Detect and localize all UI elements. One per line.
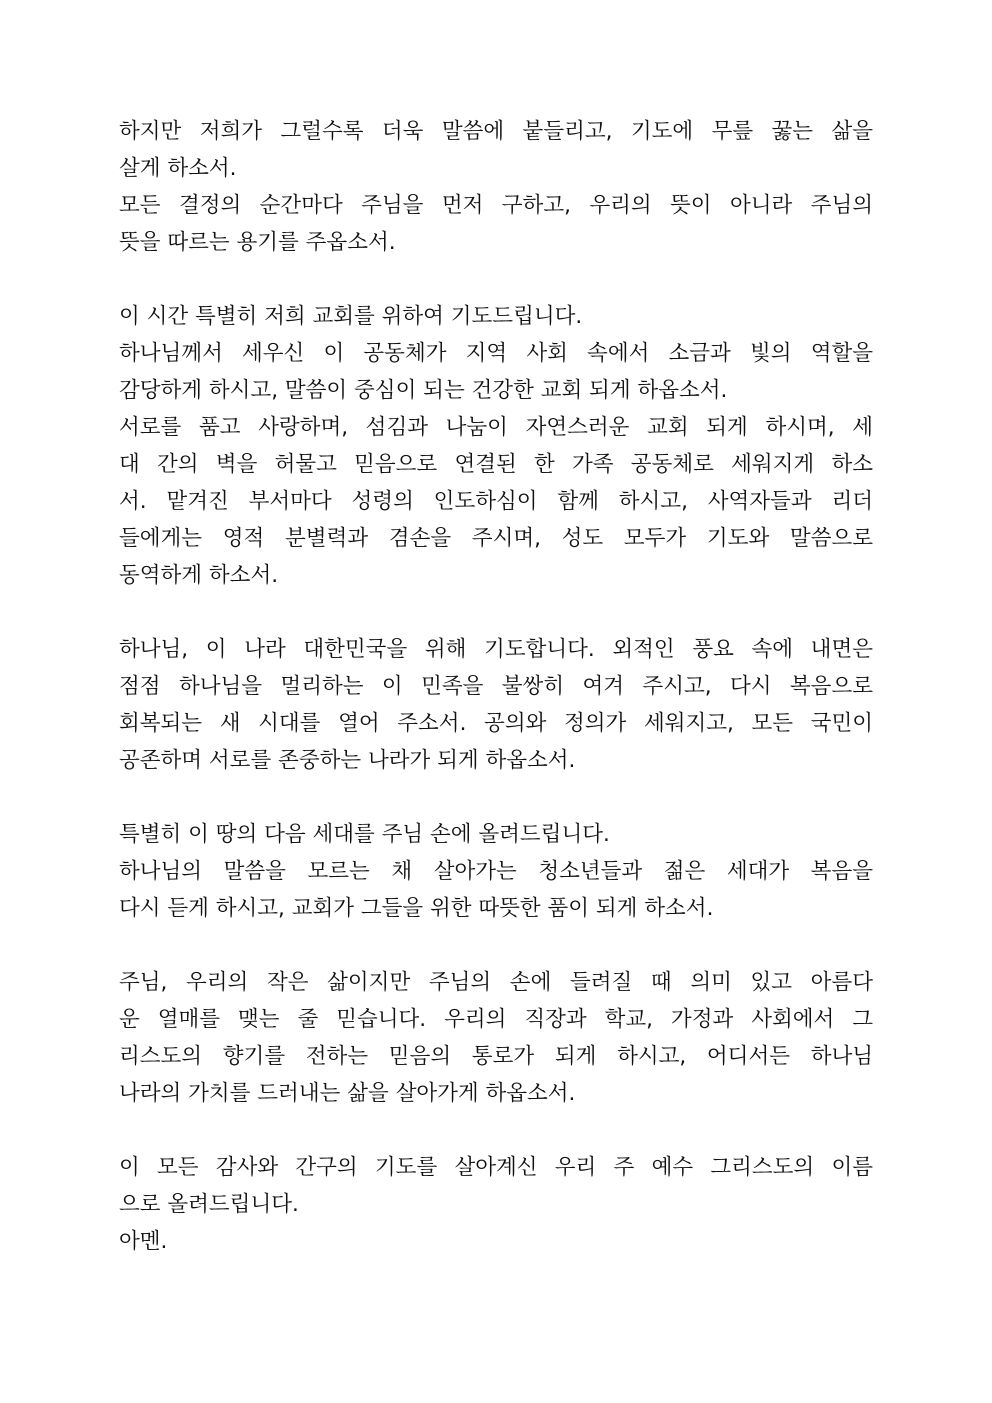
text-line: 회복되는 새 시대를 열어 주소서. 공의와 정의가 세워지고, 모든 국민이 bbox=[119, 711, 873, 736]
paragraph-2 bbox=[119, 298, 873, 594]
text-line: 이 시간 특별히 저희 교회를 위하여 기도드립니다. bbox=[119, 304, 583, 329]
text-line: 점점 하나님을 멀리하는 이 민족을 불쌍히 여겨 주시고, 다시 복음으로 bbox=[119, 674, 873, 699]
text-line: 동역하게 하소서. bbox=[119, 563, 279, 588]
text-line: 하지만 저희가 그럴수록 더욱 말씀에 붙들리고, 기도에 무릎 꿇는 삶을 bbox=[119, 119, 873, 144]
paragraph-6 bbox=[119, 1149, 873, 1260]
text-line: 들에게는 영적 분별력과 겸손을 주시며, 성도 모두가 기도와 말씀으로 bbox=[119, 526, 873, 551]
text-line: 특별히 이 땅의 다음 세대를 주님 손에 올려드립니다. bbox=[119, 822, 610, 847]
text-line: 하나님의 말씀을 모르는 채 살아가는 청소년들과 젊은 세대가 복음을 bbox=[119, 859, 873, 884]
text-line: 리스도의 향기를 전하는 믿음의 통로가 되게 하시고, 어디서든 하나님 bbox=[119, 1044, 873, 1069]
text-line: 감당하게 하시고, 말씀이 중심이 되는 건강한 교회 되게 하옵소서. bbox=[119, 378, 728, 403]
text-line: 운 열매를 맺는 줄 믿습니다. 우리의 직장과 학교, 가정과 사회에서 그 bbox=[119, 1007, 873, 1032]
text-line: 대 간의 벽을 허물고 믿음으로 연결된 한 가족 공동체로 세워지게 하소 bbox=[119, 452, 873, 477]
text-line: 나라의 가치를 드러내는 삶을 살아가게 하옵소서. bbox=[119, 1081, 576, 1106]
text-line: 뜻을 따르는 용기를 주옵소서. bbox=[119, 230, 396, 255]
text-line: 주님, 우리의 작은 삶이지만 주님의 손에 들려질 때 의미 있고 아름다 bbox=[119, 970, 873, 995]
text-line: 하나님, 이 나라 대한민국을 위해 기도합니다. 외적인 풍요 속에 내면은 bbox=[119, 637, 873, 662]
text-line: 서로를 품고 사랑하며, 섬김과 나눔이 자연스러운 교회 되게 하시며, 세 bbox=[119, 415, 873, 440]
text-line: 하나님께서 세우신 이 공동체가 지역 사회 속에서 소금과 빛의 역할을 bbox=[119, 341, 873, 366]
prayer-text-body bbox=[119, 113, 873, 1297]
text-line: 공존하며 서로를 존중하는 나라가 되게 하옵소서. bbox=[119, 748, 576, 773]
paragraph-3 bbox=[119, 631, 873, 779]
text-line: 아멘. bbox=[119, 1229, 168, 1254]
text-line: 모든 결정의 순간마다 주님을 먼저 구하고, 우리의 뜻이 아니라 주님의 bbox=[119, 193, 873, 218]
text-line: 살게 하소서. bbox=[119, 156, 237, 181]
text-line: 서. 맡겨진 부서마다 성령의 인도하심이 함께 하시고, 사역자들과 리더 bbox=[119, 489, 873, 514]
paragraph-1 bbox=[119, 113, 873, 261]
text-line: 이 모든 감사와 간구의 기도를 살아계신 우리 주 예수 그리스도의 이름 bbox=[119, 1155, 873, 1180]
text-line: 으로 올려드립니다. bbox=[119, 1192, 299, 1217]
paragraph-5 bbox=[119, 964, 873, 1112]
text-line: 다시 듣게 하시고, 교회가 그들을 위한 따뜻한 품이 되게 하소서. bbox=[119, 896, 714, 921]
paragraph-4 bbox=[119, 816, 873, 927]
